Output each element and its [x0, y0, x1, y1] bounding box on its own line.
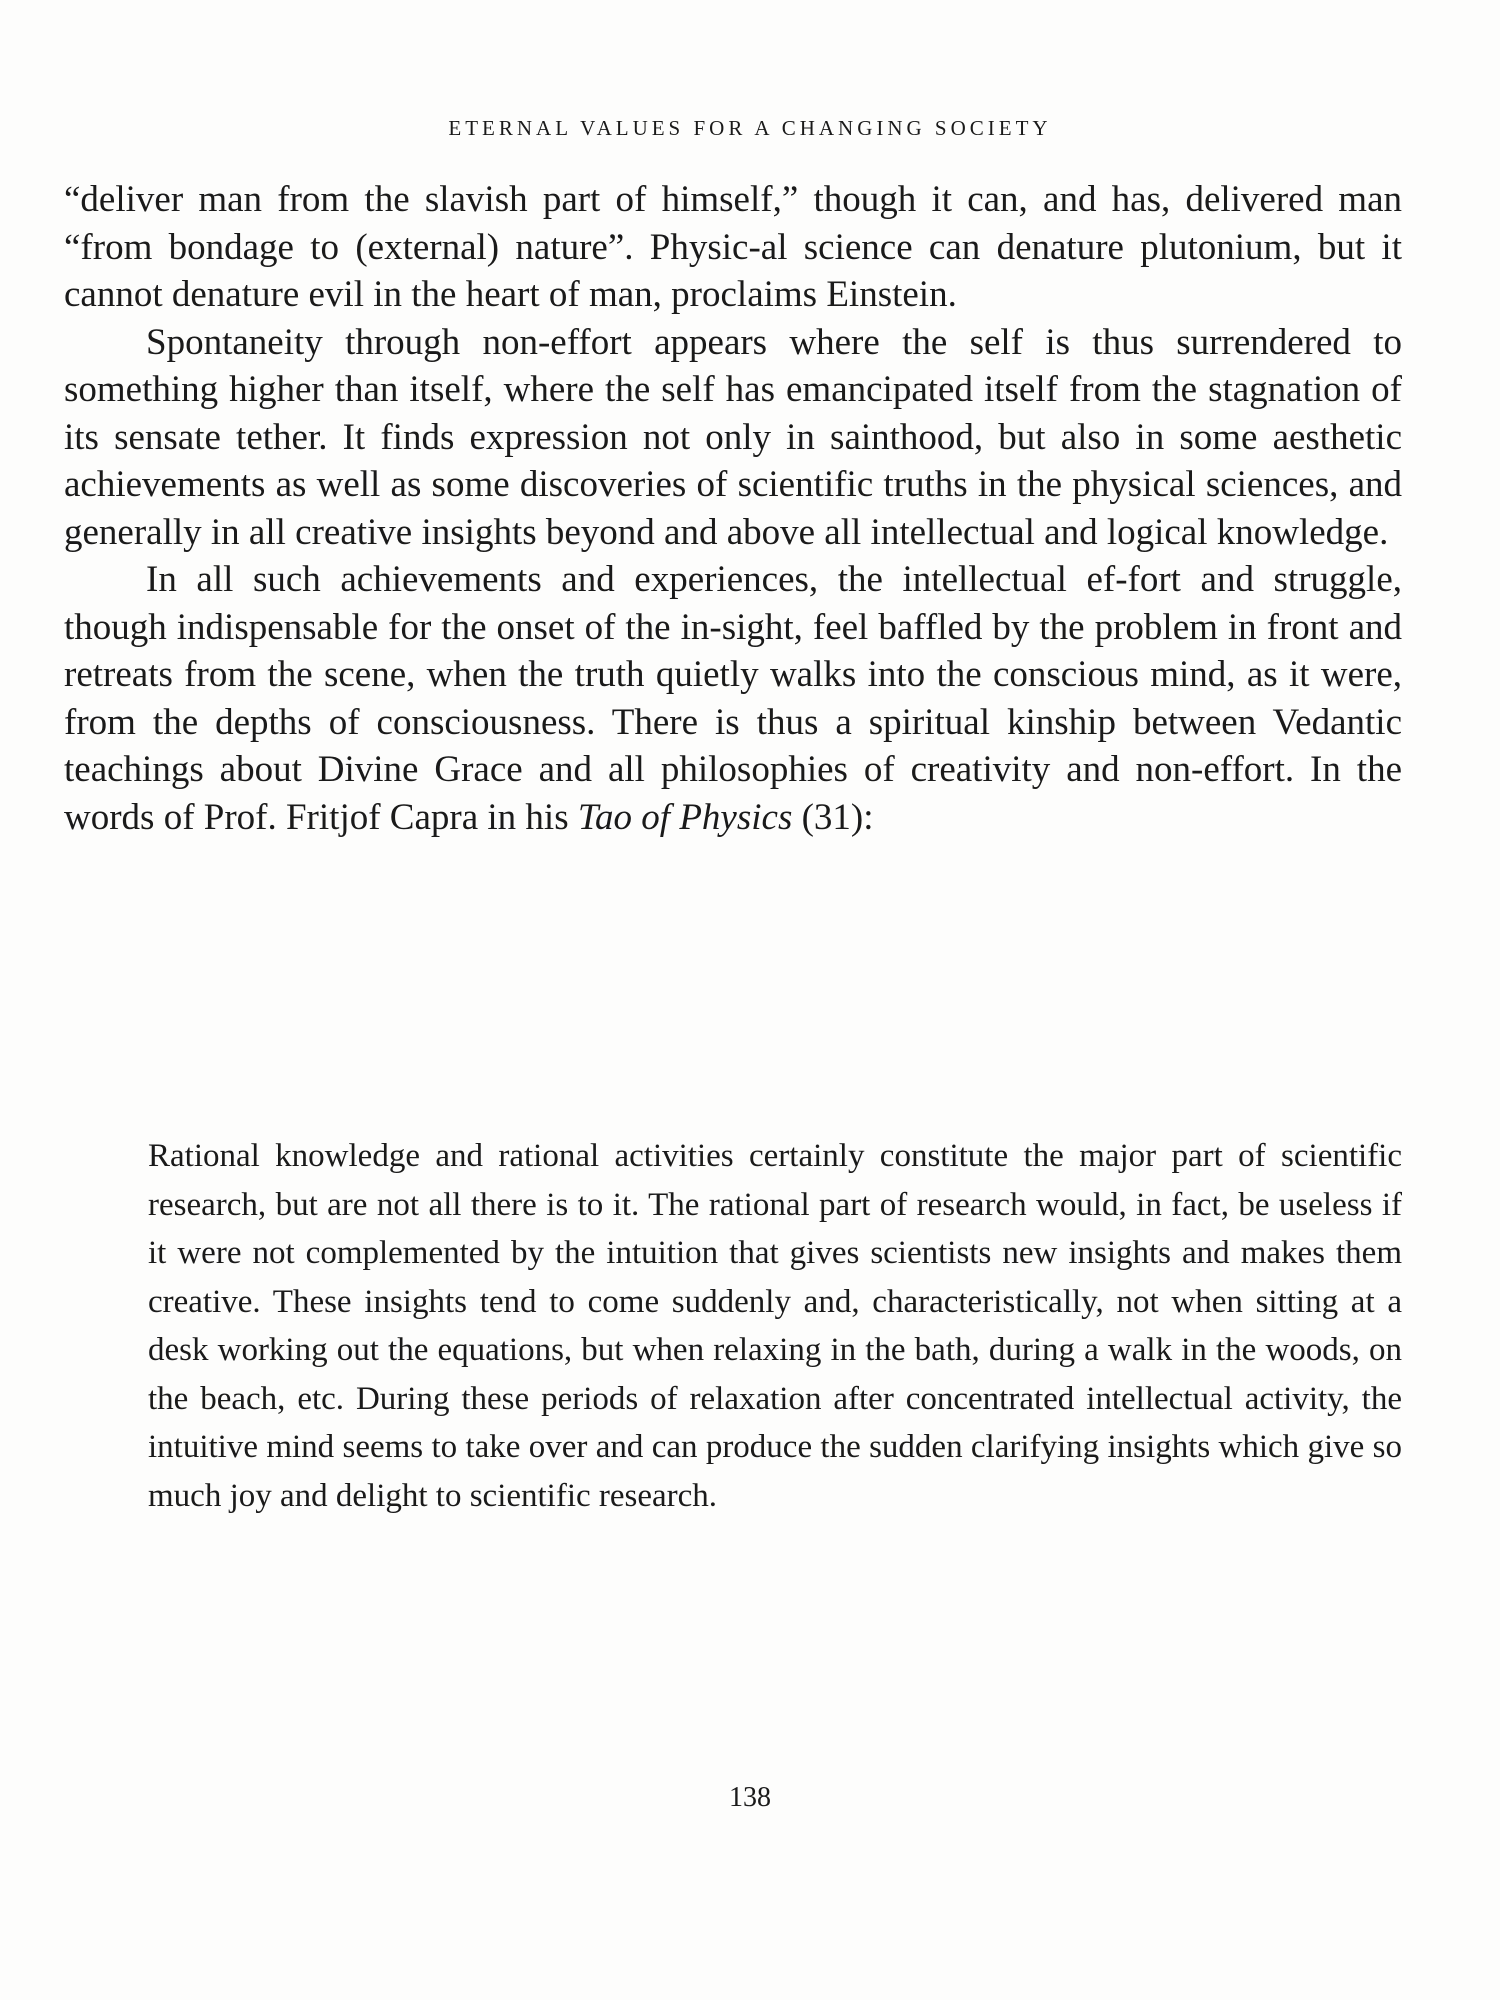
paragraph-3-tail: (31): — [792, 796, 874, 838]
book-title: Tao of Physics — [577, 796, 793, 838]
paragraph-1: “deliver man from the slavish part of himself,” though it can, and has, delivered man “from bondage to (external) nature”. Physic-al science can denature plutonium, but it cannot denature evil in the heart of man, proclaims Einstein. — [64, 179, 1402, 315]
paragraph-2: Spontaneity through non-effort appears where the self is thus surrendered to something higher than itself, where the self has emancipated itself from the stagnation of its sensate tether. It finds expression not only in sainthood, but also in some aesthetic achievements as well as some discoveries of scientific truths in the physical sciences, and generally in all creative insights beyond and above all intellectual and logical knowledge. — [64, 321, 1402, 553]
block-quote — [148, 1132, 1402, 1520]
paragraph-3-lead: In all such achievements and experiences, the intellectual ef-fort and struggle, though indispensable for the onset of the in-sight, feel baffled by the problem in front and retreats from the scene, when the truth quietly walks into the conscious mind, as it were, from the depths of consciousness. There is thus a spiritual kinship between Vedantic teachings about Divine Grace and all philosophies of creativity and non-effort. In the words of Prof. Fritjof Capra in his — [64, 559, 1402, 838]
page-number: 138 — [729, 1782, 771, 1813]
body-text — [64, 176, 1402, 841]
paragraph-3 — [64, 556, 1402, 841]
running-head: ETERNAL VALUES FOR A CHANGING SOCIETY — [448, 116, 1052, 140]
block-quote-text: Rational knowledge and rational activities certainly constitute the major part of scientific research, but are not all there is to it. The rational part of research would, in fact, be useless if it were not complemented by the intuition that gives scientists new insights and makes them creative. These insights tend to come suddenly and, characteristically, not when sitting at a desk working out the equations, but when relaxing in the bath, during a walk in the woods, on the beach, etc. During these periods of relaxation after concentrated intellectual activity, the intuitive mind seems to take over and can produce the sudden clarifying insights which give so much joy and delight to scientific research. — [148, 1138, 1402, 1514]
